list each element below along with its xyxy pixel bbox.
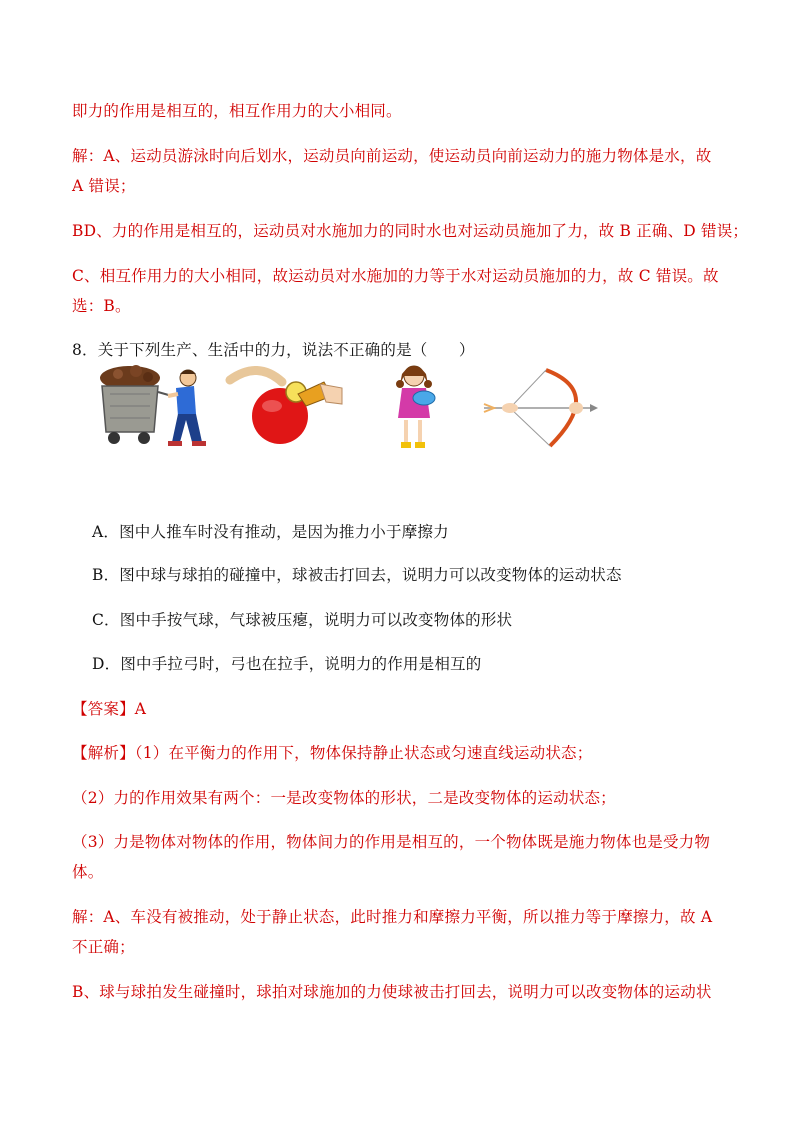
- solution-a-line2: 不正确；: [72, 938, 135, 956]
- option-b: B．图中球与球拍的碰撞中，球被击打回去，说明力可以改变物体的运动状态: [92, 566, 622, 584]
- option-d: D．图中手拉弓时，弓也在拉手，说明力的作用是相互的: [92, 655, 482, 673]
- analysis-point-1: 【解析】（1）在平衡力的作用下，物体保持静止状态或匀速直线运动状态；: [72, 744, 593, 762]
- girl-pressing-balloon-image: [384, 362, 454, 454]
- prev-solution-c-line1: C、相互作用力的大小相同，故运动员对水施加的力等于水对运动员施加的力，故 C 错误。故: [72, 267, 719, 285]
- prev-solution-a-line1: 解：A、运动员游泳时向后划水，运动员向前运动，使运动员向前运动力的施力物体是水，故: [72, 147, 712, 165]
- analysis-point-2: （2）力的作用效果有两个：一是改变物体的形状，二是改变物体的运动状态；: [72, 789, 616, 807]
- prev-analysis-line: 即力的作用是相互的，相互作用力的大小相同。: [72, 102, 402, 120]
- prev-solution-c-line2: 选：B。: [72, 297, 131, 315]
- solution-a-line1: 解：A、车没有被推动，处于静止状态，此时推力和摩擦力平衡，所以推力等于摩擦力，故 A: [72, 908, 713, 926]
- prev-solution-bd: BD、力的作用是相互的，运动员对水施加力的同时水也对运动员施加了力，故 B 正确、D 错误；: [72, 222, 749, 240]
- person-pushing-cart-image: [92, 362, 222, 450]
- question-stem: 8．关于下列生产、生活中的力，说法不正确的是（ ）: [72, 341, 475, 359]
- analysis-point-3-line2: 体。: [72, 863, 104, 881]
- question-illustrations: [92, 362, 612, 458]
- ball-and-paddle-image: [224, 362, 344, 450]
- bow-and-arrow-image: [480, 362, 606, 450]
- analysis-point-3-line1: （3）力是物体对物体的作用，物体间力的作用是相互的，一个物体既是施力物体也是受力物: [72, 833, 711, 851]
- option-a: A．图中人推车时没有推动，是因为推力小于摩擦力: [92, 523, 449, 541]
- answer-label: 【答案】A: [72, 700, 147, 718]
- option-c: C．图中手按气球，气球被压瘪，说明力可以改变物体的形状: [92, 611, 513, 629]
- solution-b-line1: B、球与球拍发生碰撞时，球拍对球施加的力使球被击打回去，说明力可以改变物体的运动状: [72, 983, 712, 1001]
- prev-solution-a-line2: A 错误；: [72, 177, 136, 195]
